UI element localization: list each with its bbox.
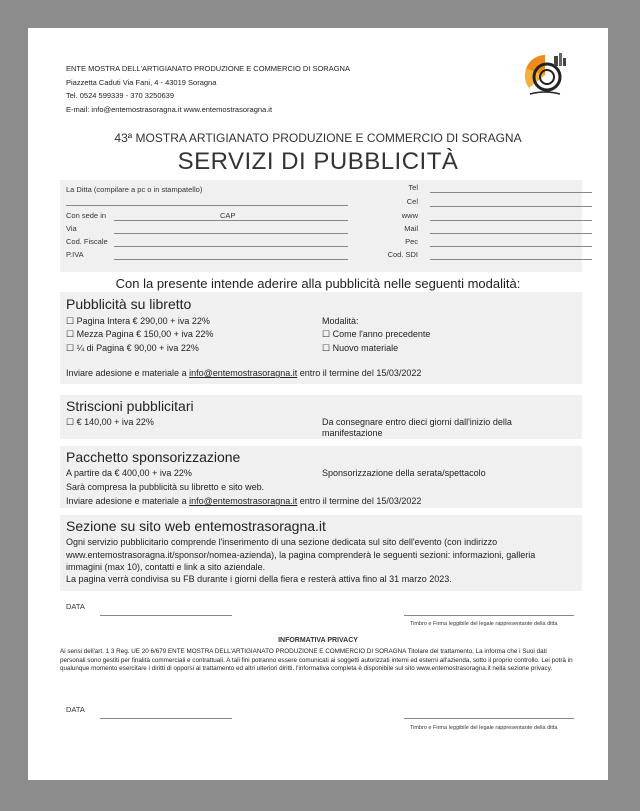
- org-email: E-mail: info@entemostrasoragna.it www.entemostrasoragna.it: [66, 104, 273, 114]
- tel-field[interactable]: [430, 192, 592, 193]
- page-title: SERVIZI DI PUBBLICITÀ: [177, 148, 459, 175]
- org-header: [66, 62, 350, 116]
- pacchetto-section: [60, 446, 582, 508]
- web-title: Sezione su sito web entemostrasoragna.it: [66, 518, 326, 534]
- signature-field[interactable]: [404, 718, 574, 719]
- web-section: [60, 515, 582, 591]
- company-form: [60, 180, 582, 272]
- ditta-field[interactable]: [66, 205, 348, 206]
- date-field[interactable]: [100, 615, 232, 616]
- sdi-label: Cod. SDI: [387, 250, 418, 259]
- codfisc-field[interactable]: [114, 246, 348, 247]
- modalita-option-new[interactable]: ☐ Nuovo materiale: [322, 343, 399, 353]
- modalita-option-previous[interactable]: ☐ Come l'anno precedente: [322, 329, 431, 339]
- libretto-option-full[interactable]: ☐ Pagina Intera € 290,00 + iva 22%: [66, 316, 210, 326]
- striscioni-note: Da consegnare entro dieci giorni dall'inizio della manifestazione: [322, 417, 512, 438]
- striscioni-section: [60, 395, 582, 439]
- email-link[interactable]: info@entemostrasoragna.it: [189, 496, 298, 506]
- libretto-send-note: Inviare adesione e materiale a info@entemostrasoragna.it entro il termine del 15/03/2022: [66, 368, 422, 378]
- mail-field[interactable]: [430, 233, 592, 234]
- piva-field[interactable]: [114, 259, 348, 260]
- org-name: ENTE MOSTRA DELL'ARTIGIANATO PRODUZIONE E COMMERCIO DI SORAGNA: [66, 64, 350, 73]
- event-subtitle: 43ª MOSTRA ARTIGIANATO PRODUZIONE E COMMERCIO DI SORAGNA: [114, 131, 522, 145]
- ditta-label: La Ditta (compilare a pc o in stampatello): [66, 185, 203, 194]
- libretto-option-quarter[interactable]: ☐ ¼ di Pagina € 90,00 + iva 22%: [66, 343, 199, 353]
- sdi-field[interactable]: [430, 259, 592, 260]
- org-address: Piazzetta Caduti Via Fani, 4 - 43019 Soragna: [66, 77, 217, 87]
- org-logo-icon: [520, 50, 570, 100]
- date-label: DATA: [66, 602, 85, 611]
- libretto-section: [60, 292, 582, 384]
- codfisc-label: Cod. Fiscale: [66, 237, 108, 246]
- www-field[interactable]: [430, 220, 592, 221]
- cap-label: CAP: [220, 211, 236, 220]
- email-link[interactable]: info@entemostrasoragna.it: [189, 368, 298, 378]
- date-label: DATA: [66, 705, 85, 714]
- intro-text: Con la presente intende aderire alla pubblicità nelle seguenti modalità:: [115, 276, 521, 291]
- pec-field[interactable]: [430, 246, 592, 247]
- pacchetto-title: Pacchetto sponsorizzazione: [66, 449, 241, 465]
- date-field[interactable]: [100, 718, 232, 719]
- signature-field[interactable]: [404, 615, 574, 616]
- privacy-title: INFORMATIVA PRIVACY: [278, 637, 358, 644]
- striscioni-option[interactable]: ☐ € 140,00 + iva 22%: [66, 417, 154, 427]
- striscioni-title: Striscioni pubblicitari: [66, 398, 194, 414]
- sede-label: Con sede in: [66, 211, 107, 220]
- piva-label: P.IVA: [66, 250, 84, 259]
- mail-label: Mail: [404, 224, 418, 233]
- libretto-option-half[interactable]: ☐ Mezza Pagina € 150,00 + iva 22%: [66, 329, 214, 339]
- web-body-2: La pagina verrà condivisa su FB durante i giorni della fiera e resterà attiva fino al 31 marzo 2023.: [66, 574, 452, 584]
- cel-label: Cel: [406, 197, 418, 206]
- pacchetto-price: A partire da € 400,00 + iva 22%: [66, 468, 192, 478]
- pacchetto-sponsor-option[interactable]: Sponsorizzazione della serata/spettacolo: [322, 468, 486, 478]
- pacchetto-included: Sarà compresa la pubblicità su libretto e sito web.: [66, 482, 265, 492]
- modalita-label: Modalità:: [322, 316, 359, 326]
- pacchetto-send-note: Inviare adesione e materiale a info@entemostrasoragna.it entro il termine del 15/03/2022: [66, 496, 422, 506]
- www-label: www: [401, 211, 418, 220]
- web-body: Ogni servizio pubblicitario comprende l'inserimento di una sezione dedicata sul sito dell'evento (con indirizzo www.entemostrasoragna.it/sponsor/nomea-azienda), la pagina comprenderà le seguenti sezioni: informazioni, galleria immagini (max 10), contatti e link a sito aziendale.: [66, 537, 536, 572]
- org-phone: Tel. 0524 599339 - 370 3250639: [66, 91, 175, 100]
- privacy-text: Ai sensi dell'art. 1 3 Reg. UE 20 6/679 ENTE MOSTRA DELL'ARTIGIANATO PRODUZIONE E COMMERCIO DI SORAGNA Titolare del trattamento, La informa che i Suoi dati personali sono gestiti per finalità commerciali e contrattuali. A tali fini potranno essere comunicati ai soggetti autorizzati interni ed esterni all'azienda, sotto il proprio controllo. Lei potrà in qualunque momento esercitare i diritti di opporsi al trattamento ed altri ulteriori diritti. l'informativa completa è disponibile sul sito www.entemostrasoragna.it nella sezione privacy.: [60, 648, 573, 673]
- signature-caption: Timbro e Firma leggibile del legale rappresentante della ditta: [410, 725, 558, 731]
- signature-caption: Timbro e Firma leggibile del legale rappresentante della ditta: [410, 621, 558, 627]
- sede-field[interactable]: [114, 220, 348, 221]
- pec-label: Pec: [405, 237, 418, 246]
- tel-label: Tel: [408, 183, 418, 192]
- via-label: Via: [66, 224, 77, 233]
- cel-field[interactable]: [430, 206, 592, 207]
- document-page: [28, 28, 608, 780]
- libretto-title: Pubblicità su libretto: [66, 296, 192, 312]
- via-field[interactable]: [114, 233, 348, 234]
